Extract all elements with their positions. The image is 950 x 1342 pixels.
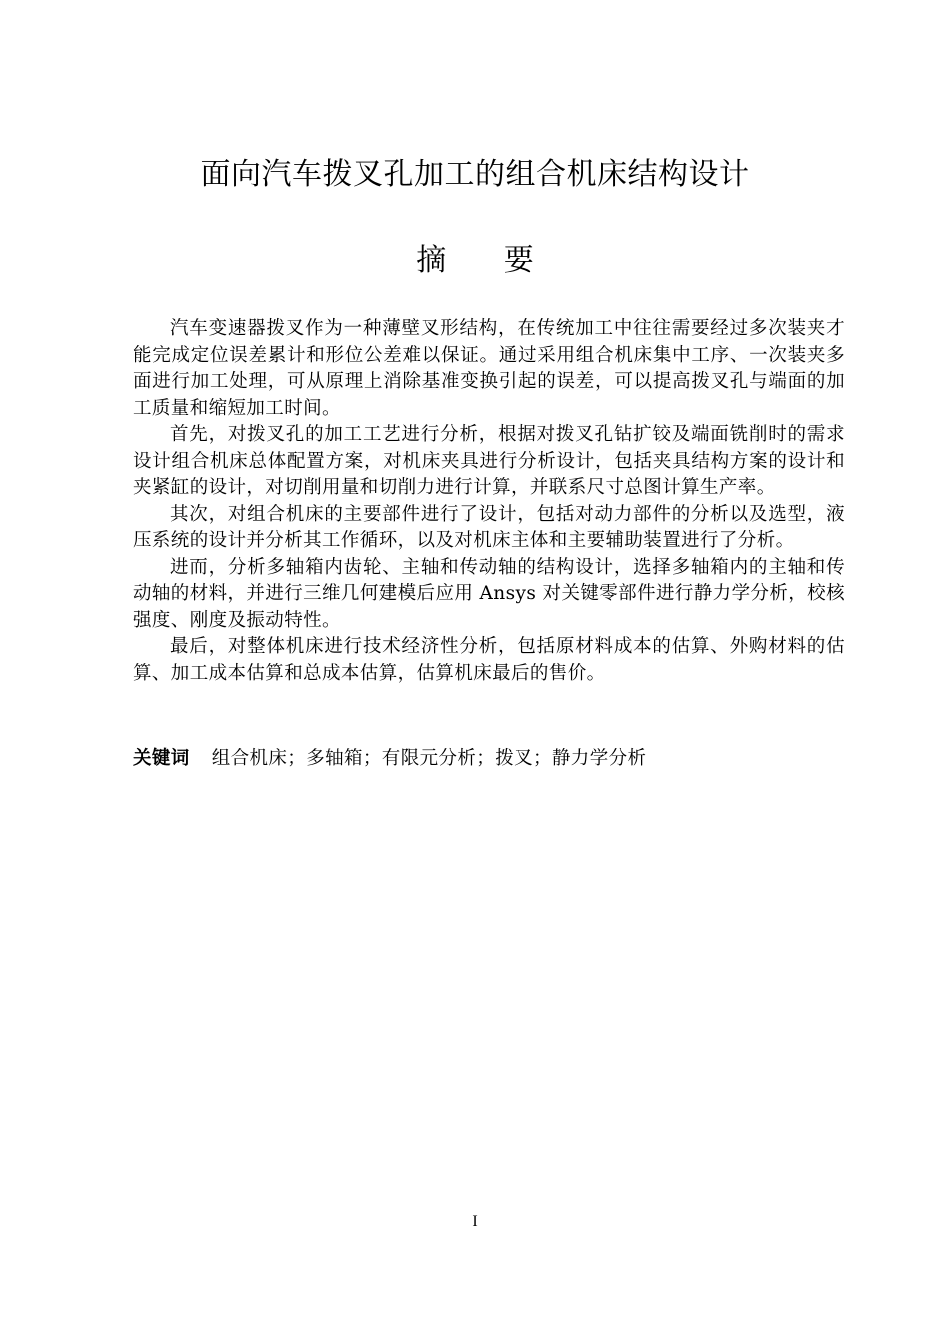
page-number: I [472,1213,478,1230]
abstract-paragraph-4: 进而，分析多轴箱内齿轮、主轴和传动轴的结构设计，选择多轴箱内的主轴和传动轴的材料，并进行三维几何建模后应用 Ansys 对关键零部件进行静力学分析，校核强度、刚度及振动特性。 [133,556,845,631]
abstract-heading: 摘 要 [416,243,558,278]
abstract-paragraph-3: 其次，对组合机床的主要部件进行了设计，包括对动力部件的分析以及选型，液压系统的设计并分析其工作循环，以及对机床主体和主要辅助装置进行了分析。 [133,503,845,551]
keywords-label: 关键词 [133,748,190,769]
document-title: 面向汽车拨叉孔加工的组合机床结构设计 [200,157,750,192]
abstract-paragraph-2: 首先，对拨叉孔的加工工艺进行分析，根据对拨叉孔钻扩铰及端面铣削时的需求设计组合机床总体配置方案，对机床夹具进行分析设计，包括夹具结构方案的设计和夹紧缸的设计，对切削用量和切削力进行计算，并联系尺寸总图计算生产率。 [133,424,845,498]
keywords-line [133,746,845,773]
abstract-paragraph-1: 汽车变速器拨叉作为一种薄壁叉形结构，在传统加工中往往需要经过多次装夹才能完成定位误差累计和形位公差难以保证。通过采用组合机床集中工序、一次装夹多面进行加工处理，可从原理上消除基准变换引起的误差，可以提高拨叉孔与端面的加工质量和缩短加工时间。 [133,318,845,419]
abstract-body [133,316,845,687]
abstract-paragraph-5: 最后，对整体机床进行技术经济性分析，包括原材料成本的估算、外购材料的估算、加工成本估算和总成本估算，估算机床最后的售价。 [133,636,845,684]
keywords-text: 组合机床；多轴箱；有限元分析；拨叉；静力学分析 [211,748,647,769]
